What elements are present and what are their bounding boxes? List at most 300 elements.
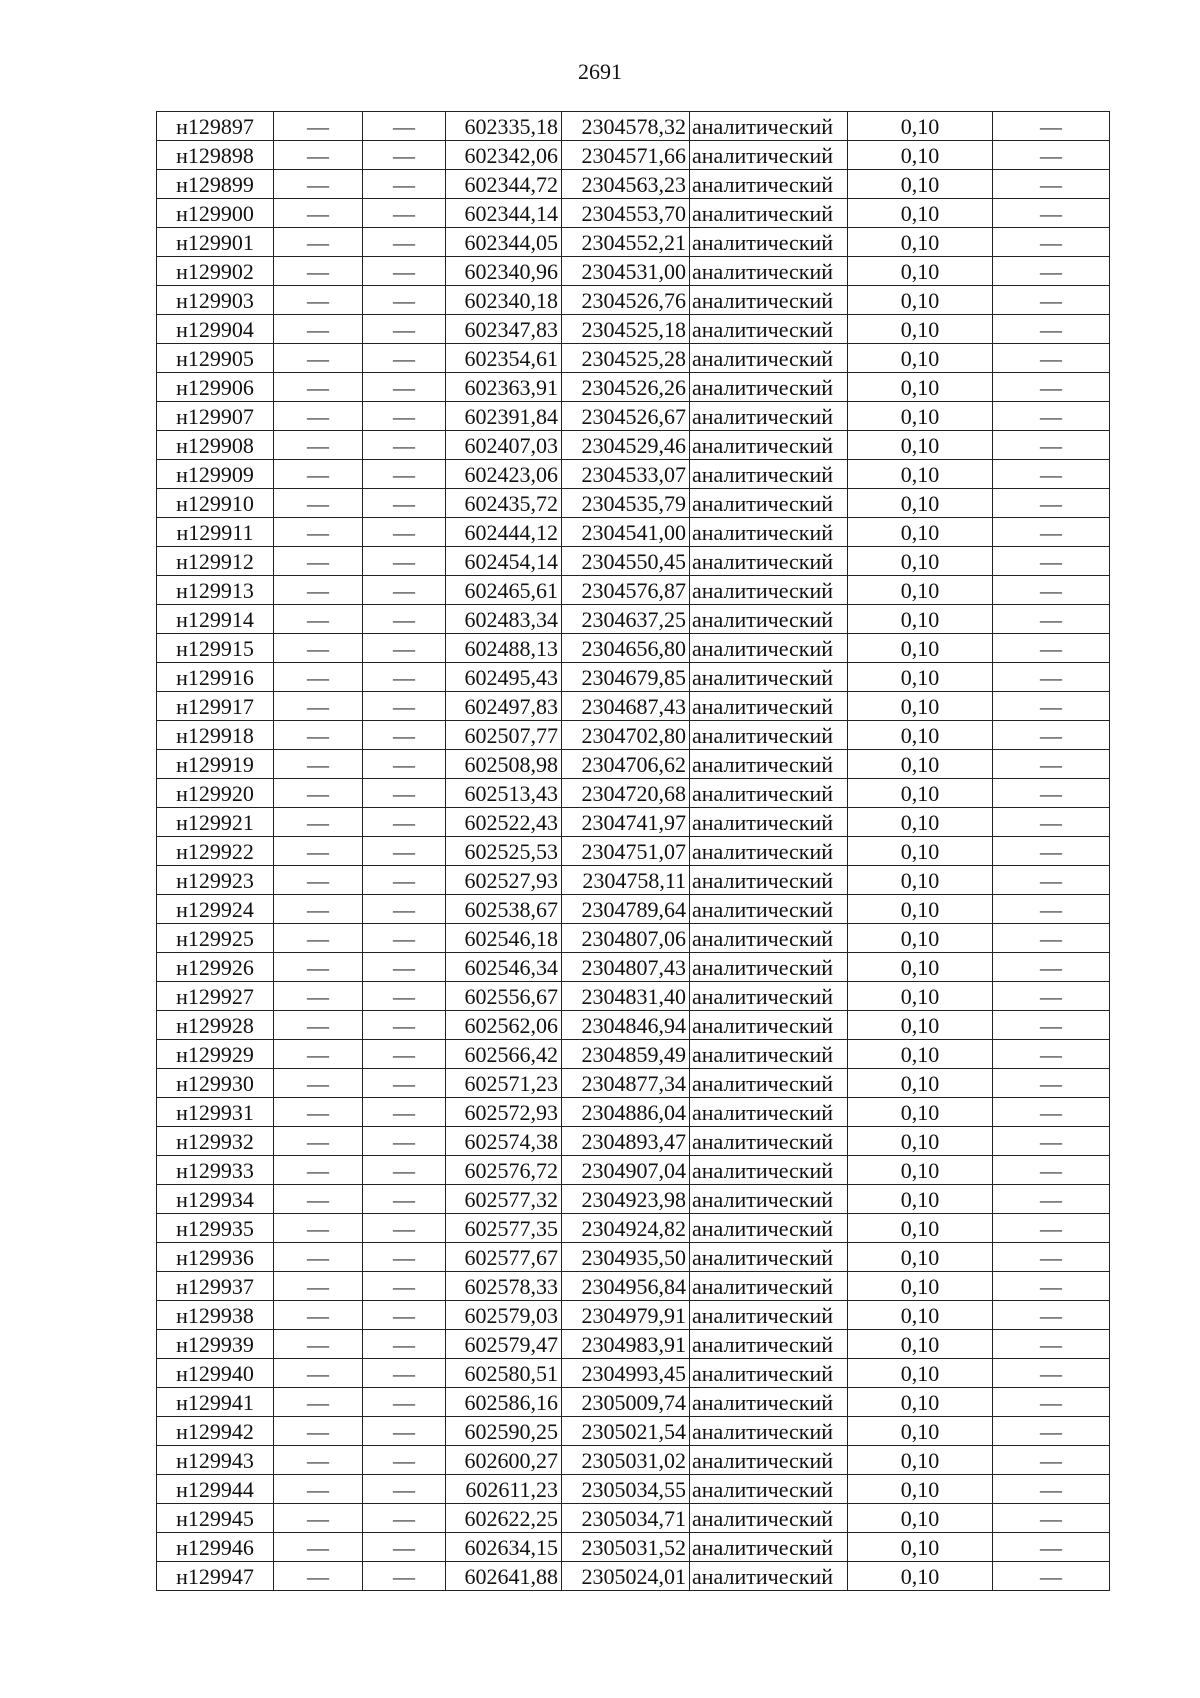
cell-point-id: н129897 bbox=[157, 112, 274, 141]
cell-col-8: — bbox=[993, 402, 1110, 431]
cell-col-3: — bbox=[363, 982, 446, 1011]
cell-coord-x: 602495,43 bbox=[446, 663, 562, 692]
cell-col-3: — bbox=[363, 199, 446, 228]
cell-accuracy: 0,10 bbox=[848, 141, 993, 170]
table-row bbox=[157, 1040, 1110, 1069]
cell-col-8: — bbox=[993, 1301, 1110, 1330]
cell-accuracy: 0,10 bbox=[848, 1388, 993, 1417]
cell-coord-x: 602538,67 bbox=[446, 895, 562, 924]
cell-coord-y: 2304533,07 bbox=[562, 460, 690, 489]
cell-point-id: н129937 bbox=[157, 1272, 274, 1301]
cell-coord-x: 602574,38 bbox=[446, 1127, 562, 1156]
cell-col-3: — bbox=[363, 895, 446, 924]
cell-col-8: — bbox=[993, 344, 1110, 373]
cell-accuracy: 0,10 bbox=[848, 315, 993, 344]
cell-point-id: н129936 bbox=[157, 1243, 274, 1272]
cell-col-2: — bbox=[274, 1301, 363, 1330]
cell-col-2: — bbox=[274, 1243, 363, 1272]
cell-point-id: н129911 bbox=[157, 518, 274, 547]
cell-coord-x: 602497,83 bbox=[446, 692, 562, 721]
cell-method: аналитический bbox=[690, 344, 848, 373]
cell-accuracy: 0,10 bbox=[848, 170, 993, 199]
cell-point-id: н129947 bbox=[157, 1562, 274, 1591]
cell-coord-x: 602340,96 bbox=[446, 257, 562, 286]
cell-col-3: — bbox=[363, 1243, 446, 1272]
cell-col-2: — bbox=[274, 228, 363, 257]
cell-coord-x: 602546,34 bbox=[446, 953, 562, 982]
cell-coord-x: 602342,06 bbox=[446, 141, 562, 170]
cell-coord-x: 602566,42 bbox=[446, 1040, 562, 1069]
cell-col-3: — bbox=[363, 1011, 446, 1040]
cell-coord-y: 2304550,45 bbox=[562, 547, 690, 576]
cell-method: аналитический bbox=[690, 1359, 848, 1388]
cell-method: аналитический bbox=[690, 257, 848, 286]
cell-col-3: — bbox=[363, 808, 446, 837]
cell-point-id: н129918 bbox=[157, 721, 274, 750]
cell-point-id: н129902 bbox=[157, 257, 274, 286]
table-row bbox=[157, 489, 1110, 518]
cell-coord-y: 2304702,80 bbox=[562, 721, 690, 750]
cell-col-3: — bbox=[363, 286, 446, 315]
cell-col-3: — bbox=[363, 344, 446, 373]
cell-col-2: — bbox=[274, 199, 363, 228]
cell-col-3: — bbox=[363, 1069, 446, 1098]
cell-point-id: н129935 bbox=[157, 1214, 274, 1243]
cell-accuracy: 0,10 bbox=[848, 1504, 993, 1533]
table-row bbox=[157, 837, 1110, 866]
cell-accuracy: 0,10 bbox=[848, 1156, 993, 1185]
cell-accuracy: 0,10 bbox=[848, 1098, 993, 1127]
cell-coord-x: 602576,72 bbox=[446, 1156, 562, 1185]
cell-method: аналитический bbox=[690, 1098, 848, 1127]
cell-col-8: — bbox=[993, 953, 1110, 982]
cell-col-3: — bbox=[363, 750, 446, 779]
cell-col-3: — bbox=[363, 576, 446, 605]
cell-method: аналитический bbox=[690, 1417, 848, 1446]
cell-col-8: — bbox=[993, 605, 1110, 634]
cell-point-id: н129905 bbox=[157, 344, 274, 373]
cell-point-id: н129906 bbox=[157, 373, 274, 402]
cell-method: аналитический bbox=[690, 663, 848, 692]
cell-coord-x: 602508,98 bbox=[446, 750, 562, 779]
cell-accuracy: 0,10 bbox=[848, 692, 993, 721]
cell-col-3: — bbox=[363, 228, 446, 257]
cell-coord-x: 602580,51 bbox=[446, 1359, 562, 1388]
cell-col-8: — bbox=[993, 1243, 1110, 1272]
table-row bbox=[157, 924, 1110, 953]
cell-coord-y: 2304687,43 bbox=[562, 692, 690, 721]
cell-method: аналитический bbox=[690, 924, 848, 953]
cell-col-3: — bbox=[363, 1417, 446, 1446]
cell-method: аналитический bbox=[690, 982, 848, 1011]
cell-accuracy: 0,10 bbox=[848, 605, 993, 634]
cell-point-id: н129929 bbox=[157, 1040, 274, 1069]
table-row bbox=[157, 1562, 1110, 1591]
cell-coord-x: 602577,32 bbox=[446, 1185, 562, 1214]
cell-point-id: н129927 bbox=[157, 982, 274, 1011]
cell-point-id: н129922 bbox=[157, 837, 274, 866]
cell-col-8: — bbox=[993, 1359, 1110, 1388]
table-row bbox=[157, 1359, 1110, 1388]
cell-method: аналитический bbox=[690, 808, 848, 837]
cell-col-2: — bbox=[274, 170, 363, 199]
cell-accuracy: 0,10 bbox=[848, 982, 993, 1011]
cell-coord-y: 2304535,79 bbox=[562, 489, 690, 518]
cell-col-8: — bbox=[993, 634, 1110, 663]
cell-coord-x: 602578,33 bbox=[446, 1272, 562, 1301]
cell-coord-x: 602579,03 bbox=[446, 1301, 562, 1330]
table-row bbox=[157, 431, 1110, 460]
cell-coord-x: 602344,14 bbox=[446, 199, 562, 228]
cell-point-id: н129930 bbox=[157, 1069, 274, 1098]
cell-point-id: н129938 bbox=[157, 1301, 274, 1330]
cell-col-3: — bbox=[363, 1098, 446, 1127]
cell-coord-y: 2304576,87 bbox=[562, 576, 690, 605]
cell-point-id: н129932 bbox=[157, 1127, 274, 1156]
cell-point-id: н129924 bbox=[157, 895, 274, 924]
cell-method: аналитический bbox=[690, 1533, 848, 1562]
table-row bbox=[157, 170, 1110, 199]
cell-col-2: — bbox=[274, 460, 363, 489]
cell-point-id: н129916 bbox=[157, 663, 274, 692]
cell-accuracy: 0,10 bbox=[848, 431, 993, 460]
cell-col-3: — bbox=[363, 1040, 446, 1069]
cell-point-id: н129944 bbox=[157, 1475, 274, 1504]
cell-col-8: — bbox=[993, 1504, 1110, 1533]
cell-method: аналитический bbox=[690, 1185, 848, 1214]
cell-col-3: — bbox=[363, 170, 446, 199]
cell-col-8: — bbox=[993, 1446, 1110, 1475]
table-row bbox=[157, 1388, 1110, 1417]
cell-accuracy: 0,10 bbox=[848, 953, 993, 982]
cell-method: аналитический bbox=[690, 1475, 848, 1504]
cell-coord-y: 2304578,32 bbox=[562, 112, 690, 141]
cell-col-2: — bbox=[274, 1446, 363, 1475]
cell-coord-x: 602522,43 bbox=[446, 808, 562, 837]
cell-point-id: н129943 bbox=[157, 1446, 274, 1475]
cell-method: аналитический bbox=[690, 1214, 848, 1243]
cell-coord-x: 602507,77 bbox=[446, 721, 562, 750]
cell-method: аналитический bbox=[690, 953, 848, 982]
table-row bbox=[157, 634, 1110, 663]
cell-method: аналитический bbox=[690, 1011, 848, 1040]
cell-accuracy: 0,10 bbox=[848, 750, 993, 779]
cell-col-8: — bbox=[993, 576, 1110, 605]
cell-accuracy: 0,10 bbox=[848, 460, 993, 489]
cell-coord-x: 602622,25 bbox=[446, 1504, 562, 1533]
cell-col-8: — bbox=[993, 692, 1110, 721]
cell-col-2: — bbox=[274, 721, 363, 750]
cell-method: аналитический bbox=[690, 315, 848, 344]
cell-coord-y: 2304789,64 bbox=[562, 895, 690, 924]
cell-coord-y: 2304525,28 bbox=[562, 344, 690, 373]
table-row bbox=[157, 779, 1110, 808]
cell-accuracy: 0,10 bbox=[848, 518, 993, 547]
cell-coord-x: 602435,72 bbox=[446, 489, 562, 518]
cell-coord-x: 602577,35 bbox=[446, 1214, 562, 1243]
table-row bbox=[157, 576, 1110, 605]
cell-point-id: н129903 bbox=[157, 286, 274, 315]
cell-point-id: н129920 bbox=[157, 779, 274, 808]
cell-point-id: н129908 bbox=[157, 431, 274, 460]
cell-accuracy: 0,10 bbox=[848, 1127, 993, 1156]
cell-coord-x: 602354,61 bbox=[446, 344, 562, 373]
cell-point-id: н129898 bbox=[157, 141, 274, 170]
table-row bbox=[157, 721, 1110, 750]
cell-col-3: — bbox=[363, 315, 446, 344]
cell-coord-x: 602340,18 bbox=[446, 286, 562, 315]
cell-coord-x: 602344,72 bbox=[446, 170, 562, 199]
cell-method: аналитический bbox=[690, 228, 848, 257]
cell-coord-y: 2304924,82 bbox=[562, 1214, 690, 1243]
cell-coord-y: 2304656,80 bbox=[562, 634, 690, 663]
cell-col-3: — bbox=[363, 460, 446, 489]
cell-col-2: — bbox=[274, 895, 363, 924]
cell-coord-y: 2305034,55 bbox=[562, 1475, 690, 1504]
table-row bbox=[157, 112, 1110, 141]
cell-col-8: — bbox=[993, 199, 1110, 228]
cell-coord-y: 2304529,46 bbox=[562, 431, 690, 460]
cell-accuracy: 0,10 bbox=[848, 373, 993, 402]
cell-method: аналитический bbox=[690, 518, 848, 547]
cell-col-3: — bbox=[363, 634, 446, 663]
cell-accuracy: 0,10 bbox=[848, 1446, 993, 1475]
cell-coord-y: 2304637,25 bbox=[562, 605, 690, 634]
cell-method: аналитический bbox=[690, 605, 848, 634]
cell-point-id: н129899 bbox=[157, 170, 274, 199]
cell-coord-y: 2304877,34 bbox=[562, 1069, 690, 1098]
cell-point-id: н129933 bbox=[157, 1156, 274, 1185]
table-row bbox=[157, 1330, 1110, 1359]
cell-coord-x: 602634,15 bbox=[446, 1533, 562, 1562]
cell-coord-y: 2304563,23 bbox=[562, 170, 690, 199]
cell-method: аналитический bbox=[690, 199, 848, 228]
cell-accuracy: 0,10 bbox=[848, 924, 993, 953]
cell-col-3: — bbox=[363, 1359, 446, 1388]
cell-accuracy: 0,10 bbox=[848, 1562, 993, 1591]
cell-col-8: — bbox=[993, 721, 1110, 750]
table-row bbox=[157, 808, 1110, 837]
table-row bbox=[157, 228, 1110, 257]
cell-coord-x: 602525,53 bbox=[446, 837, 562, 866]
cell-method: аналитический bbox=[690, 547, 848, 576]
cell-coord-y: 2305034,71 bbox=[562, 1504, 690, 1533]
cell-col-8: — bbox=[993, 170, 1110, 199]
cell-col-3: — bbox=[363, 431, 446, 460]
cell-coord-y: 2304571,66 bbox=[562, 141, 690, 170]
cell-method: аналитический bbox=[690, 489, 848, 518]
cell-col-2: — bbox=[274, 518, 363, 547]
cell-col-8: — bbox=[993, 315, 1110, 344]
cell-col-2: — bbox=[274, 315, 363, 344]
table-row bbox=[157, 344, 1110, 373]
cell-col-8: — bbox=[993, 431, 1110, 460]
cell-accuracy: 0,10 bbox=[848, 112, 993, 141]
cell-col-3: — bbox=[363, 1475, 446, 1504]
cell-point-id: н129942 bbox=[157, 1417, 274, 1446]
cell-col-8: — bbox=[993, 1388, 1110, 1417]
table-row bbox=[157, 1069, 1110, 1098]
cell-method: аналитический bbox=[690, 1156, 848, 1185]
cell-coord-y: 2305024,01 bbox=[562, 1562, 690, 1591]
cell-col-2: — bbox=[274, 1069, 363, 1098]
cell-col-8: — bbox=[993, 112, 1110, 141]
cell-col-3: — bbox=[363, 141, 446, 170]
cell-col-3: — bbox=[363, 1272, 446, 1301]
table-row bbox=[157, 1185, 1110, 1214]
cell-method: аналитический bbox=[690, 112, 848, 141]
table-row bbox=[157, 1214, 1110, 1243]
cell-coord-y: 2304831,40 bbox=[562, 982, 690, 1011]
cell-col-2: — bbox=[274, 576, 363, 605]
table-row bbox=[157, 518, 1110, 547]
cell-method: аналитический bbox=[690, 1504, 848, 1533]
cell-method: аналитический bbox=[690, 1040, 848, 1069]
cell-col-2: — bbox=[274, 1504, 363, 1533]
cell-method: аналитический bbox=[690, 779, 848, 808]
cell-col-8: — bbox=[993, 1475, 1110, 1504]
cell-col-8: — bbox=[993, 1040, 1110, 1069]
cell-col-3: — bbox=[363, 953, 446, 982]
cell-method: аналитический bbox=[690, 1301, 848, 1330]
cell-coord-x: 602586,16 bbox=[446, 1388, 562, 1417]
table-row bbox=[157, 953, 1110, 982]
cell-col-2: — bbox=[274, 1417, 363, 1446]
cell-method: аналитический bbox=[690, 431, 848, 460]
cell-point-id: н129940 bbox=[157, 1359, 274, 1388]
cell-accuracy: 0,10 bbox=[848, 1533, 993, 1562]
cell-accuracy: 0,10 bbox=[848, 402, 993, 431]
table-row bbox=[157, 373, 1110, 402]
cell-coord-y: 2304859,49 bbox=[562, 1040, 690, 1069]
cell-point-id: н129945 bbox=[157, 1504, 274, 1533]
cell-method: аналитический bbox=[690, 634, 848, 663]
cell-method: аналитический bbox=[690, 1388, 848, 1417]
cell-point-id: н129928 bbox=[157, 1011, 274, 1040]
cell-col-8: — bbox=[993, 779, 1110, 808]
cell-coord-x: 602571,23 bbox=[446, 1069, 562, 1098]
cell-coord-x: 602513,43 bbox=[446, 779, 562, 808]
cell-point-id: н129919 bbox=[157, 750, 274, 779]
cell-coord-y: 2304893,47 bbox=[562, 1127, 690, 1156]
cell-method: аналитический bbox=[690, 1069, 848, 1098]
cell-col-8: — bbox=[993, 1562, 1110, 1591]
cell-col-2: — bbox=[274, 924, 363, 953]
cell-method: аналитический bbox=[690, 1127, 848, 1156]
cell-coord-y: 2304526,67 bbox=[562, 402, 690, 431]
cell-col-2: — bbox=[274, 663, 363, 692]
cell-coord-x: 602454,14 bbox=[446, 547, 562, 576]
cell-coord-x: 602347,83 bbox=[446, 315, 562, 344]
cell-point-id: н129900 bbox=[157, 199, 274, 228]
cell-coord-x: 602579,47 bbox=[446, 1330, 562, 1359]
cell-col-2: — bbox=[274, 1214, 363, 1243]
cell-col-3: — bbox=[363, 721, 446, 750]
cell-col-2: — bbox=[274, 373, 363, 402]
cell-point-id: н129915 bbox=[157, 634, 274, 663]
table-row bbox=[157, 605, 1110, 634]
cell-col-3: — bbox=[363, 257, 446, 286]
table-row bbox=[157, 257, 1110, 286]
cell-col-2: — bbox=[274, 808, 363, 837]
cell-col-3: — bbox=[363, 112, 446, 141]
cell-col-8: — bbox=[993, 837, 1110, 866]
cell-accuracy: 0,10 bbox=[848, 1069, 993, 1098]
cell-point-id: н129921 bbox=[157, 808, 274, 837]
cell-method: аналитический bbox=[690, 1243, 848, 1272]
coordinates-table-body bbox=[157, 112, 1110, 1591]
cell-coord-y: 2304541,00 bbox=[562, 518, 690, 547]
cell-col-3: — bbox=[363, 779, 446, 808]
cell-coord-y: 2304552,21 bbox=[562, 228, 690, 257]
cell-point-id: н129934 bbox=[157, 1185, 274, 1214]
cell-col-3: — bbox=[363, 1330, 446, 1359]
cell-col-2: — bbox=[274, 1185, 363, 1214]
cell-accuracy: 0,10 bbox=[848, 199, 993, 228]
cell-accuracy: 0,10 bbox=[848, 1359, 993, 1388]
cell-coord-x: 602562,06 bbox=[446, 1011, 562, 1040]
coordinates-table bbox=[156, 111, 1110, 1591]
cell-coord-x: 602546,18 bbox=[446, 924, 562, 953]
cell-col-3: — bbox=[363, 1446, 446, 1475]
cell-coord-x: 602590,25 bbox=[446, 1417, 562, 1446]
table-row bbox=[157, 1098, 1110, 1127]
cell-point-id: н129926 bbox=[157, 953, 274, 982]
cell-col-3: — bbox=[363, 605, 446, 634]
cell-accuracy: 0,10 bbox=[848, 576, 993, 605]
cell-point-id: н129917 bbox=[157, 692, 274, 721]
cell-method: аналитический bbox=[690, 895, 848, 924]
table-row bbox=[157, 1011, 1110, 1040]
cell-coord-x: 602483,34 bbox=[446, 605, 562, 634]
cell-point-id: н129901 bbox=[157, 228, 274, 257]
cell-accuracy: 0,10 bbox=[848, 895, 993, 924]
cell-coord-y: 2305021,54 bbox=[562, 1417, 690, 1446]
cell-coord-y: 2304846,94 bbox=[562, 1011, 690, 1040]
table-row bbox=[157, 547, 1110, 576]
cell-coord-y: 2305009,74 bbox=[562, 1388, 690, 1417]
table-row bbox=[157, 402, 1110, 431]
cell-col-2: — bbox=[274, 605, 363, 634]
cell-col-2: — bbox=[274, 750, 363, 779]
cell-method: аналитический bbox=[690, 1562, 848, 1591]
cell-col-3: — bbox=[363, 1533, 446, 1562]
cell-col-2: — bbox=[274, 489, 363, 518]
cell-accuracy: 0,10 bbox=[848, 286, 993, 315]
cell-point-id: н129941 bbox=[157, 1388, 274, 1417]
cell-coord-y: 2304907,04 bbox=[562, 1156, 690, 1185]
cell-point-id: н129931 bbox=[157, 1098, 274, 1127]
cell-col-3: — bbox=[363, 1214, 446, 1243]
cell-col-8: — bbox=[993, 1185, 1110, 1214]
cell-accuracy: 0,10 bbox=[848, 257, 993, 286]
cell-coord-y: 2304720,68 bbox=[562, 779, 690, 808]
cell-col-8: — bbox=[993, 1417, 1110, 1446]
cell-col-8: — bbox=[993, 1011, 1110, 1040]
cell-accuracy: 0,10 bbox=[848, 1330, 993, 1359]
cell-col-8: — bbox=[993, 286, 1110, 315]
cell-col-8: — bbox=[993, 257, 1110, 286]
cell-col-8: — bbox=[993, 228, 1110, 257]
cell-col-3: — bbox=[363, 866, 446, 895]
cell-col-8: — bbox=[993, 1272, 1110, 1301]
cell-coord-x: 602572,93 bbox=[446, 1098, 562, 1127]
cell-accuracy: 0,10 bbox=[848, 489, 993, 518]
cell-col-3: — bbox=[363, 373, 446, 402]
cell-coord-y: 2304956,84 bbox=[562, 1272, 690, 1301]
cell-col-2: — bbox=[274, 982, 363, 1011]
table-row bbox=[157, 663, 1110, 692]
